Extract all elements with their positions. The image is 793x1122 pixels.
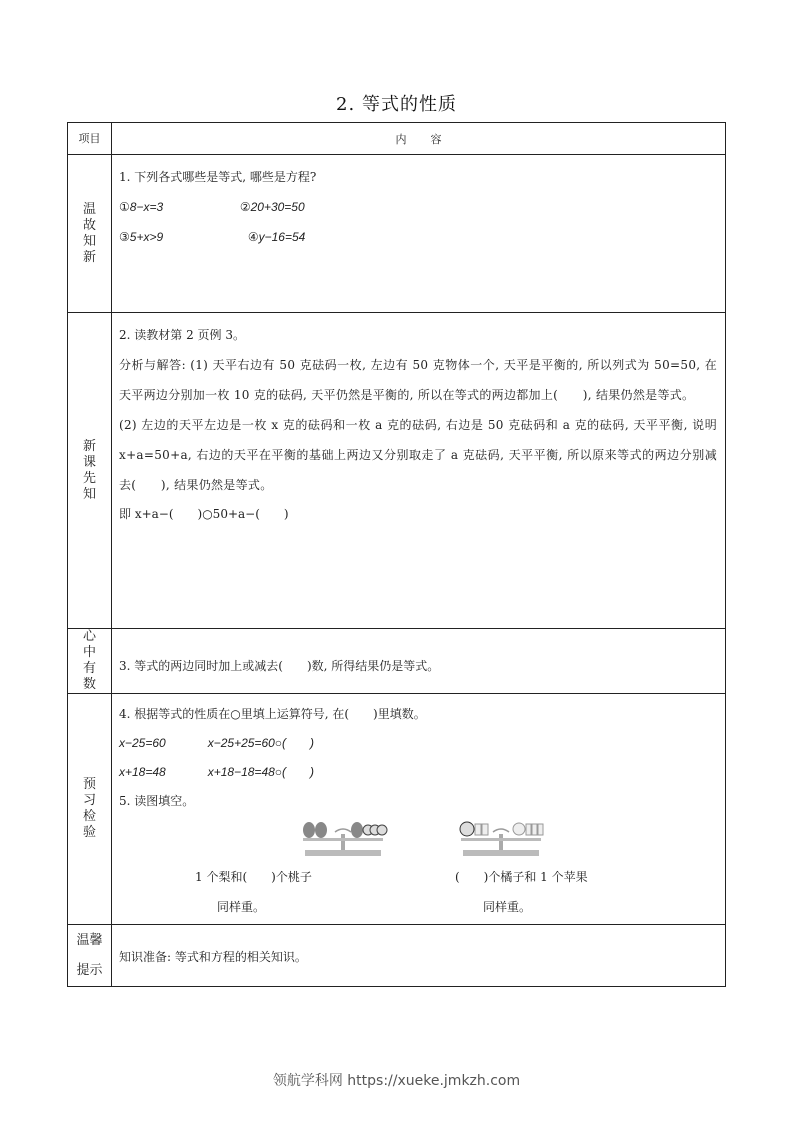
header-label-col: 项目	[68, 123, 112, 155]
question-4: 4. 根据等式的性质在○里填上运算符号, 在( )里填数。	[119, 707, 426, 721]
section-content	[112, 694, 726, 925]
answer-left: 1 个梨和( )个桃子 同样重。	[195, 870, 312, 914]
section-content	[112, 313, 726, 629]
watermark: 领航学科网 https://xueke.jmkzh.com	[272, 1073, 521, 1089]
question-4-row-2: x+18=48 x+18−18=48○( )	[119, 765, 315, 779]
section-new-lesson	[68, 313, 726, 629]
question-5: 5. 读图填空。	[119, 794, 195, 808]
section-review	[68, 155, 726, 313]
section-key-point	[68, 629, 726, 694]
question-2-heading: 2. 读教材第 2 页例 3。	[119, 328, 245, 342]
section-content	[112, 629, 726, 694]
question-4-row-1: x−25=60 x−25+25=60○( )	[119, 736, 315, 750]
question-2-part-2: (2) 左边的天平左边是一枚 x 克的砝码和一枚 a 克的砝码, 右边是 50 克砝码和 a 克的砝码, 天平平衡, 说明 x+a=50+a, 右边的天平在平衡的基础上两边又分别取走了 a 克砝码, 天平平衡, 所以原来等式的两边分别减去( ), 结果仍然是等式。	[119, 418, 717, 492]
question-1: 1. 下列各式哪些是等式, 哪些是方程?	[119, 170, 317, 184]
section-content	[112, 925, 726, 987]
scale-figures	[119, 818, 717, 862]
answer-right: ( )个橘子和 1 个苹果 同样重。	[455, 870, 588, 914]
tips-text: 知识准备: 等式和方程的相关知识。	[119, 950, 307, 964]
section-label: 新课先知	[68, 313, 112, 629]
question-1-row-1: ①8−x=3 ②20+30=50	[119, 200, 305, 214]
section-label: 心中有数	[68, 629, 112, 694]
table-header-row	[68, 123, 726, 155]
question-2-equation: 即 x+a−( )○50+a−( )	[119, 507, 289, 521]
question-5-answers	[119, 862, 717, 922]
question-3: 3. 等式的两边同时加上或减去( )数, 所得结果仍是等式。	[119, 658, 440, 673]
section-label: 温故知新	[68, 155, 112, 313]
question-1-row-2: ③5+x>9 ④y−16=54	[119, 230, 306, 244]
header-content-col: 内容	[112, 123, 726, 155]
section-preview-check	[68, 694, 726, 925]
section-tips	[68, 925, 726, 987]
page-title: 2. 等式的性质	[336, 94, 457, 115]
pear-peach-balance-scale-icon	[297, 818, 389, 858]
section-label: 温馨提示	[68, 925, 112, 987]
question-2-part-1: 分析与解答: (1) 天平右边有 50 克砝码一枚, 左边有 50 克物体一个, 天平是平衡的, 所以列式为 50=50, 在天平两边分别加一枚 10 克的砝码, 天平仍然是平衡的, 所以在等式的两边都加上( ), 结果仍然是等式。	[119, 358, 717, 402]
worksheet-table	[67, 122, 726, 987]
orange-apple-balance-scale-icon	[455, 818, 547, 858]
section-content	[112, 155, 726, 313]
section-label: 预习检验	[68, 694, 112, 925]
